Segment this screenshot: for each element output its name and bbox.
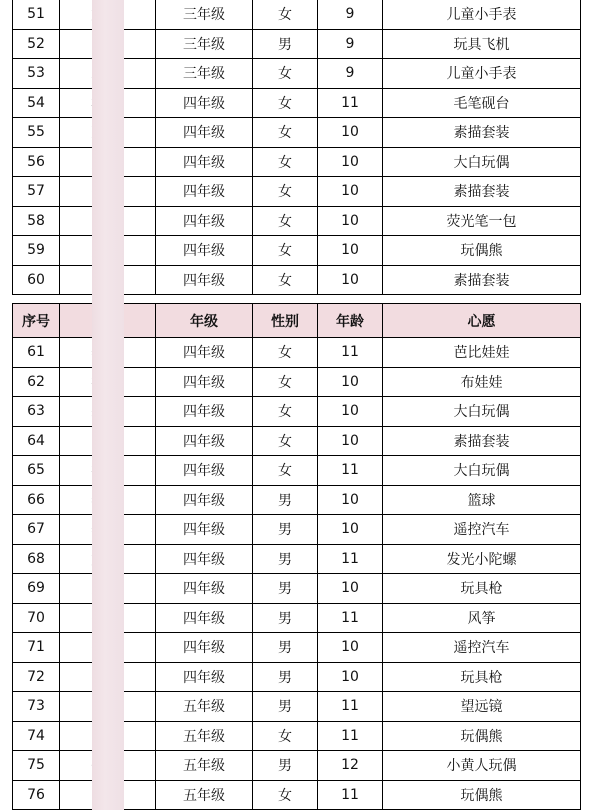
cell-gender: 女 [253, 0, 318, 29]
cell-gender: 男 [253, 574, 318, 604]
cell-index: 64 [13, 426, 60, 456]
header-index: 序号 [13, 304, 60, 338]
cell-age: 10 [318, 662, 383, 692]
cell-wish: 素描套装 [383, 265, 581, 295]
cell-wish: 风筝 [383, 603, 581, 633]
cell-wish: 小黄人玩偶 [383, 751, 581, 781]
cell-age: 11 [318, 338, 383, 368]
cell-wish: 玩具枪 [383, 662, 581, 692]
cell-index: 55 [13, 118, 60, 148]
cell-index: 53 [13, 59, 60, 89]
cell-grade: 四年级 [156, 367, 253, 397]
cell-index: 68 [13, 544, 60, 574]
cell-age: 10 [318, 206, 383, 236]
cell-index: 66 [13, 485, 60, 515]
cell-index: 59 [13, 236, 60, 266]
cell-gender: 男 [253, 692, 318, 722]
cell-wish: 大白玩偶 [383, 456, 581, 486]
cell-grade: 四年级 [156, 397, 253, 427]
cell-age: 11 [318, 456, 383, 486]
cell-gender: 女 [253, 721, 318, 751]
cell-wish: 玩具飞机 [383, 29, 581, 59]
cell-age: 10 [318, 177, 383, 207]
cell-gender: 男 [253, 485, 318, 515]
header-grade: 年级 [156, 304, 253, 338]
cell-gender: 女 [253, 88, 318, 118]
cell-wish: 素描套装 [383, 177, 581, 207]
header-wish: 心愿 [383, 304, 581, 338]
cell-wish: 玩具枪 [383, 574, 581, 604]
cell-grade: 四年级 [156, 236, 253, 266]
cell-gender: 女 [253, 236, 318, 266]
cell-gender: 女 [253, 397, 318, 427]
cell-age: 12 [318, 751, 383, 781]
cell-wish: 玩偶熊 [383, 780, 581, 810]
cell-index: 72 [13, 662, 60, 692]
cell-wish: 遥控汽车 [383, 633, 581, 663]
cell-wish: 大白玩偶 [383, 397, 581, 427]
cell-grade: 五年级 [156, 692, 253, 722]
cell-age: 11 [318, 780, 383, 810]
cell-index: 71 [13, 633, 60, 663]
cell-grade: 四年级 [156, 177, 253, 207]
cell-index: 63 [13, 397, 60, 427]
cell-gender: 女 [253, 147, 318, 177]
cell-wish: 儿童小手表 [383, 59, 581, 89]
cell-gender: 女 [253, 177, 318, 207]
cell-wish: 望远镜 [383, 692, 581, 722]
cell-index: 57 [13, 177, 60, 207]
cell-wish: 大白玩偶 [383, 147, 581, 177]
cell-wish: 篮球 [383, 485, 581, 515]
cell-index: 70 [13, 603, 60, 633]
cell-grade: 四年级 [156, 456, 253, 486]
cell-index: 73 [13, 692, 60, 722]
cell-gender: 男 [253, 633, 318, 663]
cell-grade: 三年级 [156, 59, 253, 89]
cell-index: 52 [13, 29, 60, 59]
cell-grade: 四年级 [156, 338, 253, 368]
cell-grade: 四年级 [156, 515, 253, 545]
cell-gender: 男 [253, 751, 318, 781]
cell-index: 51 [13, 0, 60, 29]
cell-age: 10 [318, 397, 383, 427]
cell-gender: 女 [253, 59, 318, 89]
header-age: 年龄 [318, 304, 383, 338]
cell-age: 10 [318, 265, 383, 295]
cell-grade: 五年级 [156, 721, 253, 751]
cell-age: 11 [318, 88, 383, 118]
cell-wish: 荧光笔一包 [383, 206, 581, 236]
cell-wish: 毛笔砚台 [383, 88, 581, 118]
cell-gender: 男 [253, 29, 318, 59]
redaction-bar [92, 0, 124, 810]
cell-gender: 女 [253, 265, 318, 295]
cell-age: 9 [318, 0, 383, 29]
cell-grade: 四年级 [156, 426, 253, 456]
cell-grade: 四年级 [156, 662, 253, 692]
cell-gender: 男 [253, 515, 318, 545]
cell-grade: 五年级 [156, 780, 253, 810]
cell-gender: 女 [253, 118, 318, 148]
cell-index: 60 [13, 265, 60, 295]
cell-age: 11 [318, 721, 383, 751]
cell-gender: 女 [253, 426, 318, 456]
cell-grade: 三年级 [156, 0, 253, 29]
cell-wish: 布娃娃 [383, 367, 581, 397]
cell-index: 58 [13, 206, 60, 236]
cell-gender: 女 [253, 206, 318, 236]
cell-wish: 儿童小手表 [383, 0, 581, 29]
cell-index: 69 [13, 574, 60, 604]
cell-wish: 遥控汽车 [383, 515, 581, 545]
cell-wish: 玩偶熊 [383, 721, 581, 751]
cell-index: 75 [13, 751, 60, 781]
cell-grade: 四年级 [156, 544, 253, 574]
cell-wish: 玩偶熊 [383, 236, 581, 266]
cell-index: 61 [13, 338, 60, 368]
cell-age: 9 [318, 29, 383, 59]
cell-index: 62 [13, 367, 60, 397]
cell-age: 10 [318, 485, 383, 515]
cell-grade: 四年级 [156, 603, 253, 633]
cell-gender: 女 [253, 338, 318, 368]
cell-index: 54 [13, 88, 60, 118]
cell-grade: 四年级 [156, 265, 253, 295]
cell-gender: 女 [253, 456, 318, 486]
cell-index: 76 [13, 780, 60, 810]
cell-age: 10 [318, 367, 383, 397]
cell-age: 10 [318, 118, 383, 148]
cell-gender: 女 [253, 367, 318, 397]
cell-grade: 四年级 [156, 574, 253, 604]
cell-age: 11 [318, 692, 383, 722]
cell-age: 10 [318, 574, 383, 604]
cell-gender: 男 [253, 544, 318, 574]
cell-grade: 四年级 [156, 485, 253, 515]
cell-wish: 素描套装 [383, 426, 581, 456]
cell-index: 56 [13, 147, 60, 177]
cell-grade: 五年级 [156, 751, 253, 781]
cell-age: 11 [318, 603, 383, 633]
cell-age: 11 [318, 544, 383, 574]
cell-grade: 四年级 [156, 88, 253, 118]
cell-grade: 四年级 [156, 118, 253, 148]
cell-grade: 四年级 [156, 147, 253, 177]
cell-gender: 女 [253, 780, 318, 810]
header-gender: 性别 [253, 304, 318, 338]
cell-grade: 三年级 [156, 29, 253, 59]
page-gap [0, 295, 591, 303]
cell-wish: 发光小陀螺 [383, 544, 581, 574]
cell-grade: 四年级 [156, 633, 253, 663]
cell-index: 65 [13, 456, 60, 486]
cell-age: 10 [318, 236, 383, 266]
cell-index: 74 [13, 721, 60, 751]
cell-gender: 男 [253, 662, 318, 692]
cell-age: 10 [318, 426, 383, 456]
cell-age: 9 [318, 59, 383, 89]
cell-age: 10 [318, 147, 383, 177]
cell-wish: 芭比娃娃 [383, 338, 581, 368]
cell-age: 10 [318, 633, 383, 663]
cell-wish: 素描套装 [383, 118, 581, 148]
cell-gender: 男 [253, 603, 318, 633]
cell-age: 10 [318, 515, 383, 545]
cell-grade: 四年级 [156, 206, 253, 236]
cell-index: 67 [13, 515, 60, 545]
